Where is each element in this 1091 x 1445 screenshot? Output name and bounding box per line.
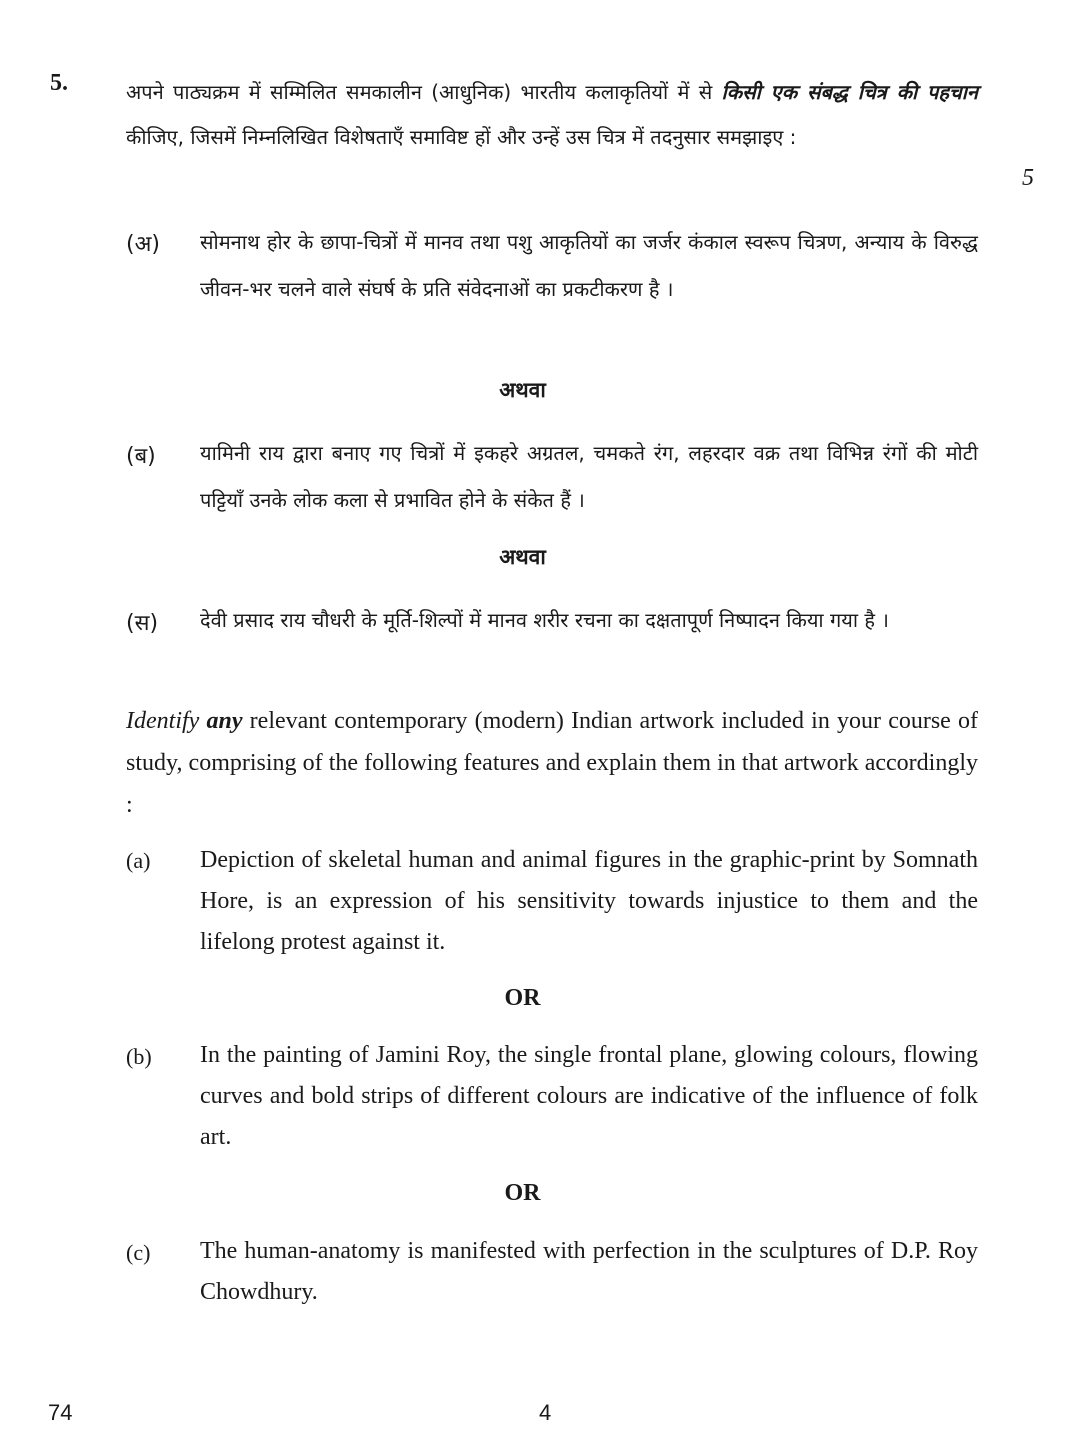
hindi-question-intro xyxy=(126,70,978,160)
hindi-intro-part-1: अपने पाठ्यक्रम में सम्मिलित समकालीन (आधुनिक) भारतीय कलाकृतियों में से xyxy=(126,80,722,104)
hindi-or-separator-2: अथवा xyxy=(499,545,546,569)
hindi-option-b-label: (ब) xyxy=(126,444,156,469)
footer-page-number: 4 xyxy=(539,1400,552,1425)
question-marks: 5 xyxy=(1022,165,1034,191)
question-number: 5. xyxy=(50,70,68,96)
english-intro-part-2: relevant contemporary (modern) Indian artwork included in your course of study, comprising of the following features and explain them in that artwork accordingly : xyxy=(126,708,978,818)
footer-paper-code: 74 xyxy=(48,1400,73,1425)
english-option-a-text: Depiction of skeletal human and animal figures in the graphic-print by Somnath Hore, is an expression of his sensitivity towards injustice to them and the lifelong protest against it. xyxy=(200,847,978,955)
hindi-intro-part-2: कीजिए, जिसमें निम्नलिखित विशेषताएँ समाविष्ट हों और उन्हें उस चित्र में तदनुसार समझाइए : xyxy=(126,125,797,149)
hindi-or-separator-1: अथवा xyxy=(499,378,546,402)
hindi-option-c-label: (स) xyxy=(126,611,159,636)
english-option-b-label: (b) xyxy=(126,1044,152,1069)
hindi-option-c-text: देवी प्रसाद राय चौधरी के मूर्ति-शिल्पों में मानव शरीर रचना का दक्षतापूर्ण निष्पादन किया गया है । xyxy=(200,608,889,632)
english-option-c-text: The human-anatomy is manifested with perfection in the sculptures of D.P. Roy Chowdhury. xyxy=(200,1238,978,1305)
english-or-separator-1: OR xyxy=(504,985,541,1011)
english-option-c-label: (c) xyxy=(126,1240,151,1265)
hindi-option-a-label: (अ) xyxy=(126,232,160,257)
english-intro-any: any xyxy=(206,708,243,734)
english-question-intro xyxy=(126,700,978,826)
hindi-intro-emphasis: किसी एक संबद्ध चित्र की पहचान xyxy=(721,80,978,104)
hindi-option-a-text: सोमनाथ होर के छापा-चित्रों में मानव तथा पशु आकृतियों का जर्जर कंकाल स्वरूप चित्रण, अन्याय के विरुद्ध जीवन-भर चलने वाले संघर्ष के प्रति संवेदनाओं का प्रकटीकरण है । xyxy=(200,230,978,301)
english-or-separator-2: OR xyxy=(504,1180,541,1206)
english-option-b-text: In the painting of Jamini Roy, the single frontal plane, glowing colours, flowing curves and bold strips of different colours are indicative of the influence of folk art. xyxy=(200,1042,978,1150)
english-intro-identify: Identify xyxy=(126,708,200,734)
english-option-a-label: (a) xyxy=(126,848,151,873)
hindi-option-b-text: यामिनी राय द्वारा बनाए गए चित्रों में इकहरे अग्रतल, चमकते रंग, लहरदार वक्र तथा विभिन्न रंगों की मोटी पट्टियाँ उनके लोक कला से प्रभावित होने के संकेत हैं । xyxy=(200,441,978,512)
